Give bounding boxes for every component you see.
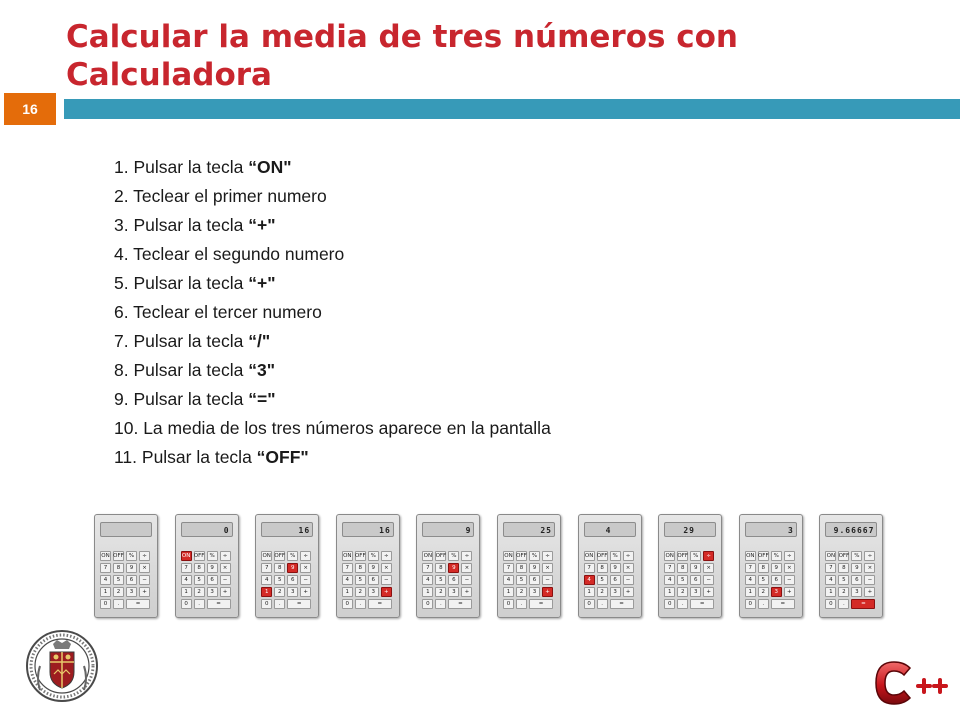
calc-key-point[interactable]: . bbox=[274, 599, 285, 609]
calc-key-minus[interactable]: − bbox=[300, 575, 311, 585]
calc-key-1[interactable]: 1 bbox=[261, 587, 272, 597]
calc-key-equals[interactable]: = bbox=[126, 599, 150, 609]
calc-key-plus[interactable]: + bbox=[139, 587, 150, 597]
calc-key-plus[interactable]: + bbox=[542, 587, 553, 597]
calc-key-9[interactable]: 9 bbox=[610, 563, 621, 573]
calc-key-0[interactable]: 0 bbox=[664, 599, 675, 609]
calc-key-7[interactable]: 7 bbox=[100, 563, 111, 573]
calc-key-divide[interactable]: ÷ bbox=[300, 551, 311, 561]
calc-key-6[interactable]: 6 bbox=[126, 575, 137, 585]
step-key: “+" bbox=[248, 215, 276, 235]
calc-key-1[interactable]: 1 bbox=[584, 587, 595, 597]
calc-key-plus[interactable]: + bbox=[220, 587, 231, 597]
calc-key-8[interactable]: 8 bbox=[274, 563, 285, 573]
calc-key-equals[interactable]: = bbox=[851, 599, 875, 609]
calculator-display: 16 bbox=[342, 522, 394, 537]
calc-key-6[interactable]: 6 bbox=[207, 575, 218, 585]
calc-key-on[interactable]: ON bbox=[423, 553, 433, 559]
page-number: 16 bbox=[4, 93, 56, 125]
calc-key-multiply[interactable]: × bbox=[220, 563, 231, 573]
calc-key-minus[interactable]: − bbox=[623, 575, 634, 585]
step-text: 2. Teclear el primer numero bbox=[114, 186, 327, 206]
header-bar bbox=[64, 99, 960, 119]
calc-key-0[interactable]: 0 bbox=[422, 599, 433, 609]
calc-key-3[interactable]: 3 bbox=[610, 587, 621, 597]
calc-key-percent[interactable]: % bbox=[690, 551, 701, 561]
calc-key-plus[interactable]: + bbox=[461, 587, 472, 597]
calc-key-multiply[interactable]: × bbox=[784, 563, 795, 573]
calc-key-off[interactable]: OFF bbox=[677, 553, 689, 559]
calc-key-7[interactable]: 7 bbox=[261, 563, 272, 573]
calc-key-4[interactable]: 4 bbox=[825, 575, 836, 585]
calc-key-multiply[interactable]: × bbox=[623, 563, 634, 573]
calc-key-4[interactable]: 4 bbox=[181, 575, 192, 585]
calc-key-point[interactable]: . bbox=[677, 599, 688, 609]
calc-key-6[interactable]: 6 bbox=[690, 575, 701, 585]
calc-key-7[interactable]: 7 bbox=[342, 563, 353, 573]
calc-key-6[interactable]: 6 bbox=[287, 575, 298, 585]
calc-key-0[interactable]: 0 bbox=[261, 599, 272, 609]
calculator bbox=[175, 514, 239, 618]
calculator bbox=[578, 514, 642, 618]
calc-key-multiply[interactable]: × bbox=[300, 563, 311, 573]
calc-key-divide[interactable]: ÷ bbox=[864, 551, 875, 561]
calc-key-multiply[interactable]: × bbox=[381, 563, 392, 573]
calc-key-equals[interactable]: = bbox=[610, 599, 634, 609]
calculator-display: 25 bbox=[503, 522, 555, 537]
calc-key-8[interactable]: 8 bbox=[355, 563, 366, 573]
calculator bbox=[739, 514, 803, 618]
calc-key-8[interactable]: 8 bbox=[597, 563, 608, 573]
calc-key-5[interactable]: 5 bbox=[113, 575, 124, 585]
calc-key-minus[interactable]: − bbox=[139, 575, 150, 585]
calc-key-equals[interactable]: = bbox=[690, 599, 714, 609]
cpp-logo bbox=[870, 656, 952, 708]
step-text: 4. Teclear el segundo numero bbox=[114, 244, 345, 264]
calc-key-2[interactable]: 2 bbox=[758, 587, 769, 597]
calc-key-8[interactable]: 8 bbox=[194, 563, 205, 573]
calc-key-6[interactable]: 6 bbox=[448, 575, 459, 585]
calc-key-3[interactable]: 3 bbox=[287, 587, 298, 597]
calc-key-4[interactable]: 4 bbox=[342, 575, 353, 585]
calc-key-divide[interactable]: ÷ bbox=[461, 551, 472, 561]
calc-key-4[interactable]: 4 bbox=[100, 575, 111, 585]
calc-key-8[interactable]: 8 bbox=[113, 563, 124, 573]
calc-key-point[interactable]: . bbox=[113, 599, 124, 609]
calc-key-5[interactable]: 5 bbox=[597, 575, 608, 585]
calc-key-off[interactable]: OFF bbox=[516, 553, 527, 559]
calc-key-6[interactable]: 6 bbox=[368, 575, 379, 585]
calc-key-0[interactable]: 0 bbox=[342, 599, 353, 609]
calc-key-minus[interactable]: − bbox=[461, 575, 472, 585]
calc-key-9[interactable]: 9 bbox=[287, 563, 298, 573]
calc-key-9[interactable]: 9 bbox=[126, 563, 137, 573]
calculator-display bbox=[100, 522, 152, 537]
calc-key-on[interactable]: ON bbox=[746, 553, 755, 559]
calc-key-plus[interactable]: + bbox=[703, 587, 714, 597]
calc-key-divide[interactable]: ÷ bbox=[623, 551, 634, 561]
calc-key-8[interactable]: 8 bbox=[516, 563, 527, 573]
step-text: 9. Pulsar la tecla bbox=[114, 389, 249, 409]
calculator-display: 16 bbox=[261, 522, 313, 537]
calc-key-9[interactable]: 9 bbox=[448, 563, 459, 573]
calc-key-on[interactable]: ON bbox=[101, 553, 110, 559]
calc-key-3[interactable]: 3 bbox=[851, 587, 862, 597]
calculator bbox=[94, 514, 158, 618]
calc-key-percent[interactable]: % bbox=[207, 551, 218, 561]
step-item bbox=[114, 211, 551, 240]
calc-key-on[interactable]: ON bbox=[262, 553, 271, 559]
calc-key-2[interactable]: 2 bbox=[838, 587, 849, 597]
calculator-display: 29 bbox=[664, 522, 716, 537]
calc-key-3[interactable]: 3 bbox=[126, 587, 137, 597]
calc-key-9[interactable]: 9 bbox=[368, 563, 379, 573]
calc-key-6[interactable]: 6 bbox=[610, 575, 621, 585]
calc-key-divide[interactable]: ÷ bbox=[381, 551, 392, 561]
calc-key-point[interactable]: . bbox=[516, 599, 527, 609]
calc-key-plus[interactable]: + bbox=[300, 587, 311, 597]
calculator-display: 9.66667 bbox=[825, 522, 877, 537]
calc-key-on[interactable]: ON bbox=[181, 553, 191, 559]
calc-key-5[interactable]: 5 bbox=[516, 575, 527, 585]
calc-key-2[interactable]: 2 bbox=[194, 587, 205, 597]
calc-key-on[interactable]: ON bbox=[504, 553, 513, 559]
steps-list bbox=[114, 153, 551, 472]
calc-key-6[interactable]: 6 bbox=[851, 575, 862, 585]
calc-key-1[interactable]: 1 bbox=[342, 587, 353, 597]
calc-key-on[interactable]: ON bbox=[343, 553, 352, 559]
step-item bbox=[114, 385, 551, 414]
calc-key-percent[interactable]: % bbox=[610, 551, 621, 561]
calc-key-2[interactable]: 2 bbox=[516, 587, 527, 597]
calc-key-8[interactable]: 8 bbox=[758, 563, 769, 573]
calc-key-on[interactable]: ON bbox=[826, 553, 836, 559]
calc-key-point[interactable]: . bbox=[597, 599, 608, 609]
calc-key-percent[interactable]: % bbox=[287, 551, 298, 561]
calc-key-minus[interactable]: − bbox=[864, 575, 875, 585]
calc-key-percent[interactable]: % bbox=[126, 551, 137, 561]
calc-key-2[interactable]: 2 bbox=[274, 587, 285, 597]
calc-key-percent[interactable]: % bbox=[851, 551, 862, 561]
calc-key-equals[interactable]: = bbox=[529, 599, 553, 609]
calc-key-2[interactable]: 2 bbox=[113, 587, 124, 597]
calc-key-5[interactable]: 5 bbox=[435, 575, 446, 585]
calculator bbox=[255, 514, 319, 618]
calc-key-on[interactable]: ON bbox=[665, 553, 674, 559]
calculator-display: 3 bbox=[745, 522, 797, 537]
calculator bbox=[416, 514, 480, 618]
calc-key-plus[interactable]: + bbox=[623, 587, 634, 597]
calculator bbox=[658, 514, 722, 618]
slide-title: Calcular la media de tres números con Calculadora bbox=[66, 19, 738, 93]
calc-key-equals[interactable]: = bbox=[368, 599, 392, 609]
step-item bbox=[114, 298, 551, 327]
calc-key-0[interactable]: 0 bbox=[503, 599, 514, 609]
calc-key-percent[interactable]: % bbox=[448, 551, 459, 561]
step-item bbox=[114, 240, 551, 269]
calc-key-percent[interactable]: % bbox=[529, 551, 540, 561]
calc-key-multiply[interactable]: × bbox=[542, 563, 553, 573]
calc-key-7[interactable]: 7 bbox=[664, 563, 675, 573]
calc-key-1[interactable]: 1 bbox=[422, 587, 433, 597]
calc-key-minus[interactable]: − bbox=[784, 575, 795, 585]
calc-key-multiply[interactable]: × bbox=[139, 563, 150, 573]
calc-key-4[interactable]: 4 bbox=[422, 575, 433, 585]
calc-key-point[interactable]: . bbox=[435, 599, 446, 609]
calc-key-4[interactable]: 4 bbox=[745, 575, 756, 585]
step-key: “OFF" bbox=[256, 447, 309, 467]
calc-key-9[interactable]: 9 bbox=[207, 563, 218, 573]
calc-key-multiply[interactable]: × bbox=[864, 563, 875, 573]
calc-key-2[interactable]: 2 bbox=[677, 587, 688, 597]
step-text: 3. Pulsar la tecla bbox=[114, 215, 249, 235]
calc-key-point[interactable]: . bbox=[355, 599, 366, 609]
calc-key-5[interactable]: 5 bbox=[677, 575, 688, 585]
calc-key-0[interactable]: 0 bbox=[825, 599, 836, 609]
university-seal-logo bbox=[24, 628, 100, 704]
calc-key-1[interactable]: 1 bbox=[503, 587, 514, 597]
calc-key-divide[interactable]: ÷ bbox=[220, 551, 231, 561]
calc-key-5[interactable]: 5 bbox=[194, 575, 205, 585]
calculator-display: 4 bbox=[584, 522, 636, 537]
calc-key-2[interactable]: 2 bbox=[597, 587, 608, 597]
calc-key-8[interactable]: 8 bbox=[435, 563, 446, 573]
calc-key-6[interactable]: 6 bbox=[529, 575, 540, 585]
calc-key-off[interactable]: OFF bbox=[757, 553, 769, 559]
calc-key-point[interactable]: . bbox=[758, 599, 769, 609]
calc-key-0[interactable]: 0 bbox=[584, 599, 595, 609]
calc-key-4[interactable]: 4 bbox=[664, 575, 675, 585]
calc-key-9[interactable]: 9 bbox=[529, 563, 540, 573]
calc-key-6[interactable]: 6 bbox=[771, 575, 782, 585]
calc-key-off[interactable]: OFF bbox=[596, 553, 608, 559]
step-key: “3" bbox=[248, 360, 276, 380]
calc-key-plus[interactable]: + bbox=[864, 587, 875, 597]
step-text: 8. Pulsar la tecla bbox=[114, 360, 249, 380]
calc-key-minus[interactable]: − bbox=[220, 575, 231, 585]
calc-key-7[interactable]: 7 bbox=[745, 563, 756, 573]
calc-key-divide[interactable]: ÷ bbox=[542, 551, 553, 561]
calc-key-minus[interactable]: − bbox=[381, 575, 392, 585]
calculator-display: 0 bbox=[181, 522, 233, 537]
calc-key-off[interactable]: OFF bbox=[838, 553, 850, 559]
step-item bbox=[114, 327, 551, 356]
calc-key-8[interactable]: 8 bbox=[838, 563, 849, 573]
calc-key-2[interactable]: 2 bbox=[355, 587, 366, 597]
step-key: “+" bbox=[248, 273, 276, 293]
calc-key-off[interactable]: OFF bbox=[193, 553, 205, 559]
calc-key-equals[interactable]: = bbox=[448, 599, 472, 609]
step-text: 1. Pulsar la tecla bbox=[114, 157, 249, 177]
calc-key-3[interactable]: 3 bbox=[529, 587, 540, 597]
calc-key-off[interactable]: OFF bbox=[354, 553, 366, 559]
calc-key-4[interactable]: 4 bbox=[261, 575, 272, 585]
calc-key-3[interactable]: 3 bbox=[207, 587, 218, 597]
step-text: 7. Pulsar la tecla bbox=[114, 331, 249, 351]
calc-key-on[interactable]: ON bbox=[584, 553, 594, 559]
calc-key-3[interactable]: 3 bbox=[771, 587, 782, 597]
calc-key-minus[interactable]: − bbox=[703, 575, 714, 585]
calc-key-point[interactable]: . bbox=[838, 599, 849, 609]
calc-key-4[interactable]: 4 bbox=[503, 575, 514, 585]
calc-key-2[interactable]: 2 bbox=[435, 587, 446, 597]
calc-key-5[interactable]: 5 bbox=[274, 575, 285, 585]
step-key: “=" bbox=[248, 389, 276, 409]
calculator bbox=[819, 514, 883, 618]
calc-key-8[interactable]: 8 bbox=[677, 563, 688, 573]
calc-key-9[interactable]: 9 bbox=[851, 563, 862, 573]
calc-key-1[interactable]: 1 bbox=[664, 587, 675, 597]
calc-key-0[interactable]: 0 bbox=[745, 599, 756, 609]
calc-key-1[interactable]: 1 bbox=[825, 587, 836, 597]
calc-key-divide[interactable]: ÷ bbox=[784, 551, 795, 561]
calc-key-plus[interactable]: + bbox=[784, 587, 795, 597]
calc-key-5[interactable]: 5 bbox=[758, 575, 769, 585]
calc-key-off[interactable]: OFF bbox=[274, 553, 286, 559]
calc-key-divide[interactable]: ÷ bbox=[703, 551, 714, 561]
calculator bbox=[497, 514, 561, 618]
calc-key-7[interactable]: 7 bbox=[825, 563, 836, 573]
step-item bbox=[114, 443, 551, 472]
calc-key-percent[interactable]: % bbox=[771, 551, 782, 561]
calc-key-7[interactable]: 7 bbox=[584, 563, 595, 573]
step-text: 10. La media de los tres números aparece en la pantalla bbox=[114, 418, 551, 438]
calc-key-multiply[interactable]: × bbox=[703, 563, 714, 573]
calc-key-3[interactable]: 3 bbox=[690, 587, 701, 597]
calc-key-1[interactable]: 1 bbox=[181, 587, 192, 597]
calc-key-1[interactable]: 1 bbox=[745, 587, 756, 597]
calc-key-equals[interactable]: = bbox=[287, 599, 311, 609]
calc-key-multiply[interactable]: × bbox=[461, 563, 472, 573]
calculator-display: 9 bbox=[422, 522, 474, 537]
calc-key-point[interactable]: . bbox=[194, 599, 205, 609]
calc-key-percent[interactable]: % bbox=[368, 551, 379, 561]
calc-key-5[interactable]: 5 bbox=[355, 575, 366, 585]
step-item bbox=[114, 153, 551, 182]
calc-key-3[interactable]: 3 bbox=[368, 587, 379, 597]
step-text: 6. Teclear el tercer numero bbox=[114, 302, 322, 322]
calc-key-0[interactable]: 0 bbox=[100, 599, 111, 609]
step-item bbox=[114, 182, 551, 211]
calc-key-plus[interactable]: + bbox=[381, 587, 392, 597]
calc-key-0[interactable]: 0 bbox=[181, 599, 192, 609]
calc-key-off[interactable]: OFF bbox=[435, 553, 447, 559]
calc-key-minus[interactable]: − bbox=[542, 575, 553, 585]
calc-key-equals[interactable]: = bbox=[771, 599, 795, 609]
calculator bbox=[336, 514, 400, 618]
calc-key-divide[interactable]: ÷ bbox=[139, 551, 150, 561]
step-key: “ON" bbox=[248, 157, 292, 177]
calc-key-5[interactable]: 5 bbox=[838, 575, 849, 585]
calc-key-9[interactable]: 9 bbox=[771, 563, 782, 573]
calc-key-9[interactable]: 9 bbox=[690, 563, 701, 573]
step-item bbox=[114, 414, 551, 443]
calc-key-off[interactable]: OFF bbox=[113, 553, 124, 559]
step-item bbox=[114, 356, 551, 385]
calculator-sequence bbox=[94, 514, 884, 618]
calc-key-equals[interactable]: = bbox=[207, 599, 231, 609]
step-text: 11. Pulsar la tecla bbox=[114, 447, 257, 467]
calc-key-7[interactable]: 7 bbox=[503, 563, 514, 573]
step-text: 5. Pulsar la tecla bbox=[114, 273, 249, 293]
calc-key-1[interactable]: 1 bbox=[100, 587, 111, 597]
calc-key-7[interactable]: 7 bbox=[422, 563, 433, 573]
step-key: “/" bbox=[248, 331, 271, 351]
calc-key-4[interactable]: 4 bbox=[584, 575, 595, 585]
step-item bbox=[114, 269, 551, 298]
calc-key-7[interactable]: 7 bbox=[181, 563, 192, 573]
calc-key-3[interactable]: 3 bbox=[448, 587, 459, 597]
